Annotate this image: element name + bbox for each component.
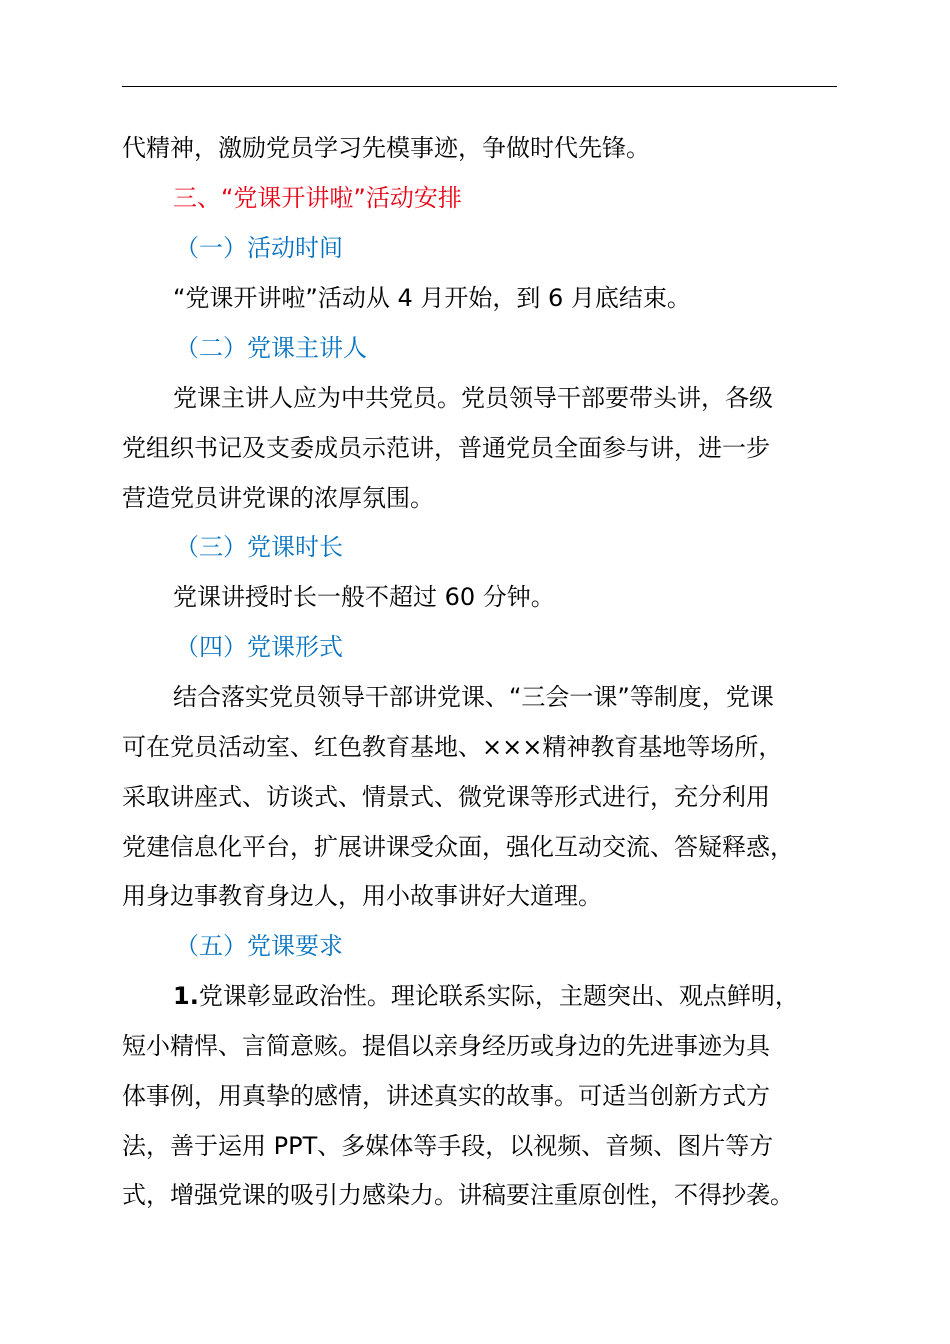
subheading-format: （四）党课形式: [175, 633, 343, 661]
body-line: 式，增强党课的吸引力感染力。讲稿要注重原创性，不得抄袭。: [122, 1181, 794, 1209]
subheading-time: （一）活动时间: [175, 234, 343, 262]
body-line: 党课主讲人应为中共党员。党员领导干部要带头讲，各级: [173, 384, 773, 412]
body-line: 党建信息化平台，扩展讲课受众面，强化互动交流、答疑释惑，: [122, 833, 794, 861]
body-line: 可在党员活动室、红色教育基地、×××精神教育基地等场所，: [122, 733, 783, 761]
subheading-duration: （三）党课时长: [175, 533, 343, 561]
body-line: 采取讲座式、访谈式、情景式、微党课等形式进行，充分利用: [122, 783, 770, 811]
header-rule: [122, 86, 837, 87]
subheading-requirements: （五）党课要求: [175, 932, 343, 960]
body-line: “党课开讲啦”活动从 4 月开始，到 6 月底结束。: [173, 284, 691, 312]
body-line: [173, 981, 799, 1011]
body-line: 短小精悍、言简意赅。提倡以亲身经历或身边的先进事迹为具: [122, 1032, 770, 1060]
item-number: 1.: [173, 982, 199, 1010]
subheading-speaker: （二）党课主讲人: [175, 334, 367, 362]
body-line: 党课讲授时长一般不超过 60 分钟。: [173, 583, 555, 611]
body-line: 结合落实党员领导干部讲党课、“三会一课”等制度，党课: [173, 683, 774, 711]
body-line: 党组织书记及支委成员示范讲，普通党员全面参与讲，进一步: [122, 434, 770, 462]
body-line: 用身边事教育身边人，用小故事讲好大道理。: [122, 882, 602, 910]
body-line: 法，善于运用 PPT、多媒体等手段，以视频、音频、图片等方: [122, 1132, 774, 1160]
item-text: 党课彰显政治性。理论联系实际，主题突出、观点鲜明，: [198, 982, 799, 1010]
body-line: 代精神，激励党员学习先模事迹，争做时代先锋。: [122, 134, 650, 162]
body-line: 体事例，用真挚的感情，讲述真实的故事。可适当创新方式方: [122, 1082, 770, 1110]
section-heading: 三、“党课开讲啦”活动安排: [173, 184, 462, 212]
body-line: 营造党员讲党课的浓厚氛围。: [122, 484, 434, 512]
